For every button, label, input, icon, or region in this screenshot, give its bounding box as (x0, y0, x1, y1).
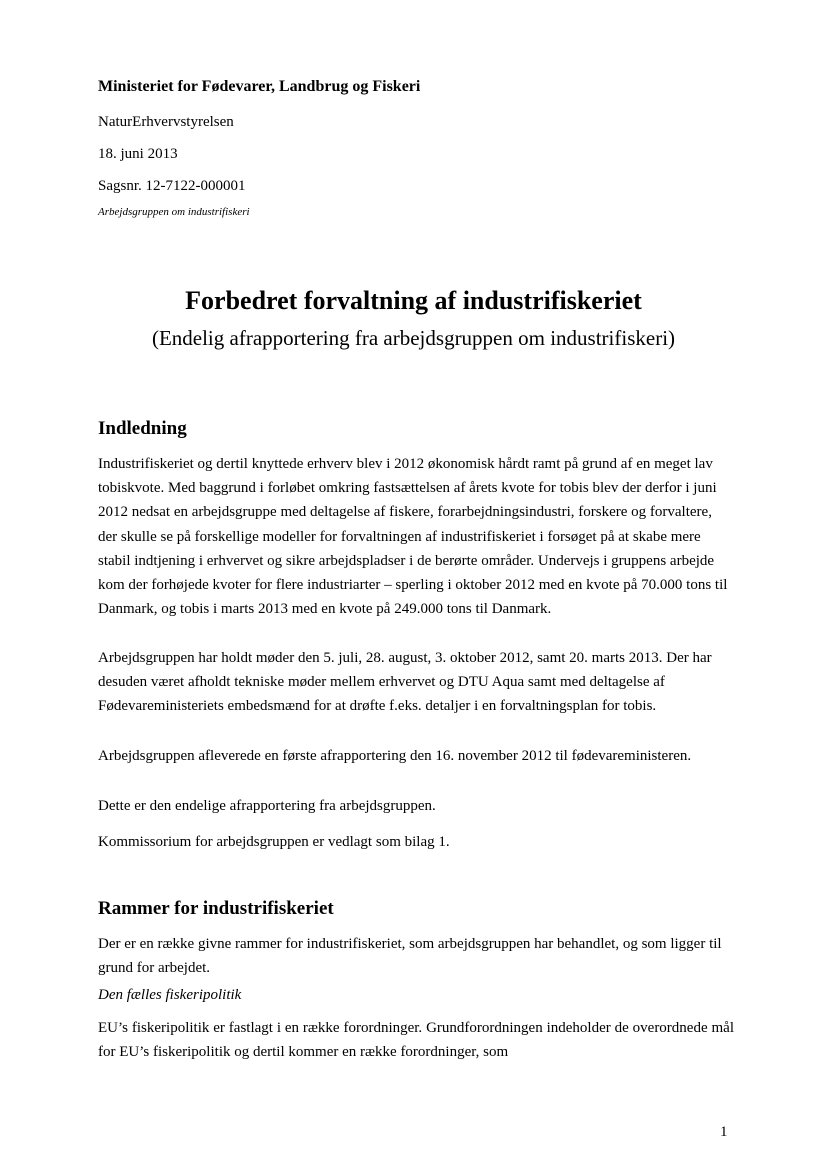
document-subtitle: (Endelig afrapportering fra arbejdsgruppen om industrifiskeri) (151, 326, 676, 350)
intro-paragraph-5: Kommissorium for arbejdsgruppen er vedlagt som bilag 1. (98, 834, 450, 850)
intro-paragraph-1: Industrifiskeriet og dertil knyttede erhverv blev i 2012 økonomisk hårdt ramt på grund af en meget lav tobiskvote. Med baggrund i forløbet omkring fastsættelsen af årets kvote for tobis blev der derfor i juni 2012 nedsat en arbejdsgruppe med deltagelse af fiskere, forarbejdningsindustri, forskere og forvaltere, der skulle se på forskellige modeller for forvaltningen af industrifiskeriet i forsøget på at skabe mere stabil indtjening i erhvervet og sikre arbejdspladser i de berørte områder. Undervejs i gruppens arbejde kom der forhøjede kvoter for flere industriarter – sperling i oktober 2012 med en kvote på 70.000 tons til Danmark, og tobis i marts 2013 med en kvote på 249.000 tons til Danmark. (98, 456, 728, 618)
case-number: Sagsnr. 12-7122-000001 (98, 178, 246, 194)
framework-paragraph-1: Der er en række givne rammer for industrifiskeriet, som arbejdsgruppen har behandlet, og som ligger til grund for arbejdet. (98, 936, 722, 977)
working-group-label: Arbejdsgruppen om industrifiskeri (98, 206, 250, 218)
section-heading-framework: Rammer for industrifiskeriet (98, 898, 334, 919)
section-heading-intro: Indledning (98, 418, 187, 439)
intro-paragraph-3: Arbejdsgruppen afleverede en første afrapportering den 16. november 2012 til fødevareministeren. (98, 748, 692, 764)
ministry-name: Ministeriet for Fødevarer, Landbrug og Fiskeri (98, 78, 421, 95)
document-title: Forbedret forvaltning af industrifiskeriet (185, 286, 642, 315)
page-number: 1 (720, 1124, 728, 1140)
intro-paragraph-4: Dette er den endelige afrapportering fra arbejdsgruppen. (98, 798, 436, 814)
document-date: 18. juni 2013 (98, 146, 178, 162)
subsection-heading-fisheries-policy: Den fælles fiskeripolitik (98, 987, 242, 1003)
intro-paragraph-2: Arbejdsgruppen har holdt møder den 5. juli, 28. august, 3. oktober 2012, samt 20. marts 2013. Der har desuden været afholdt tekniske møder mellem erhvervet og DTU Aqua samt med deltagelse af Fødevareministeriets embedsmænd for at drøfte f.eks. detaljer i en forvaltningsplan for tobis. (98, 650, 712, 715)
agency-name: NaturErhvervstyrelsen (98, 114, 234, 130)
framework-paragraph-2: EU’s fiskeripolitik er fastlagt i en række forordninger. Grundforordningen indeholder de overordnede mål for EU’s fiskeripolitik og dertil kommer en række forordninger, som (98, 1020, 734, 1061)
